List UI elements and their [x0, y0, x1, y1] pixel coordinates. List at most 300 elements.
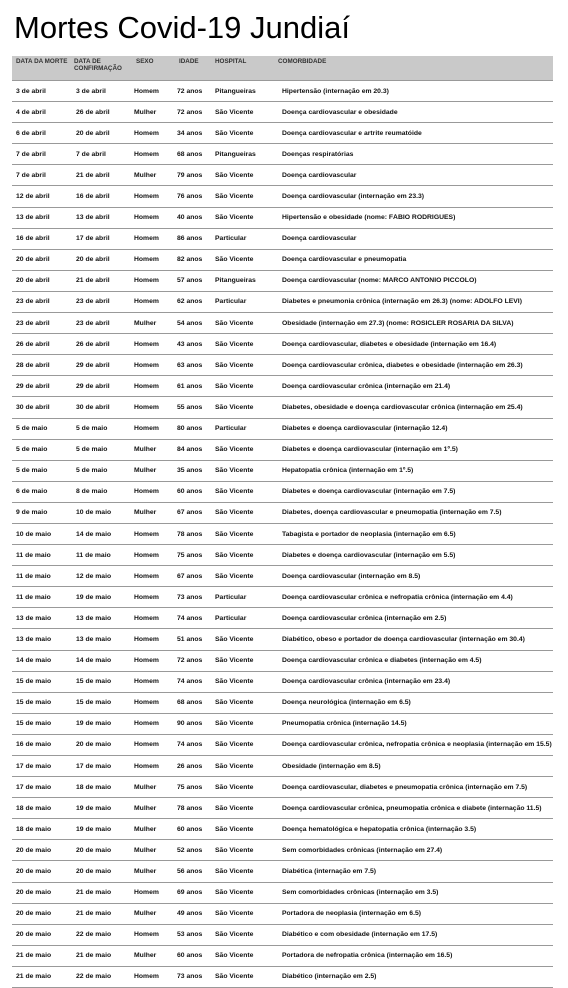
header-confirm-date: DATA DE CONFIRMAÇÃO	[74, 58, 122, 72]
table-row	[12, 566, 553, 587]
hospital-cell: São Vicente	[215, 171, 254, 179]
age-cell: 43 anos	[177, 340, 203, 348]
hospital-cell: São Vicente	[215, 193, 254, 201]
comorbidity-cell: Tabagista e portador de neoplasia (internação em 6.5)	[282, 530, 456, 538]
sex-cell: Homem	[134, 214, 159, 222]
table-row	[12, 419, 553, 440]
death-date-cell: 28 de abril	[16, 361, 50, 369]
hospital-cell: São Vicente	[215, 361, 254, 369]
age-cell: 86 anos	[177, 235, 203, 243]
table-row	[12, 693, 553, 714]
hospital-cell: São Vicente	[215, 910, 254, 918]
age-cell: 34 anos	[177, 129, 203, 137]
age-cell: 78 anos	[177, 804, 203, 812]
age-cell: 52 anos	[177, 846, 203, 854]
comorbidity-cell: Obesidade (internação em 27.3) (nome: ROSICLER ROSÁRIA DA SILVA)	[282, 319, 514, 327]
death-date-cell: 20 de maio	[16, 889, 52, 897]
age-cell: 26 anos	[177, 762, 203, 770]
table-row	[12, 861, 553, 882]
confirm-date-cell: 8 de maio	[76, 488, 108, 496]
sex-cell: Homem	[134, 361, 159, 369]
comorbidity-cell: Portadora de nefropatia crônica (internação em 16.5)	[282, 952, 453, 960]
confirm-date-cell: 7 de abril	[76, 150, 106, 158]
confirm-date-cell: 20 de abril	[76, 256, 110, 264]
sex-cell: Homem	[134, 298, 159, 306]
age-cell: 54 anos	[177, 319, 203, 327]
sex-cell: Mulher	[134, 846, 157, 854]
comorbidity-cell: Diabetes e pneumonia crônica (internação em 26.3) (nome: ADOLFO LEVI)	[282, 298, 522, 306]
age-cell: 55 anos	[177, 403, 203, 411]
confirm-date-cell: 19 de maio	[76, 593, 112, 601]
sex-cell: Homem	[134, 572, 159, 580]
confirm-date-cell: 30 de abril	[76, 403, 110, 411]
sex-cell: Homem	[134, 593, 159, 601]
sex-cell: Homem	[134, 340, 159, 348]
hospital-cell: Pitangueiras	[215, 277, 256, 285]
table-row	[12, 503, 553, 524]
death-date-cell: 20 de abril	[16, 277, 50, 285]
comorbidity-cell: Doença cardiovascular, diabetes e obesidade (internação em 16.4)	[282, 340, 497, 348]
table-row	[12, 904, 553, 925]
confirm-date-cell: 13 de maio	[76, 635, 112, 643]
age-cell: 79 anos	[177, 171, 203, 179]
comorbidity-cell: Doença neurológica (internação em 6.5)	[282, 699, 411, 707]
age-cell: 67 anos	[177, 572, 203, 580]
age-cell: 68 anos	[177, 150, 203, 158]
header-comorbidity: COMORBIDADE	[278, 58, 327, 65]
hospital-cell: São Vicente	[215, 530, 254, 538]
death-date-cell: 21 de maio	[16, 973, 52, 981]
page-title: Mortes Covid-19 Jundiaí	[14, 10, 350, 45]
comorbidity-cell: Diabetes e doença cardiovascular (internação em 7.5)	[282, 488, 456, 496]
death-date-cell: 7 de abril	[16, 150, 46, 158]
confirm-date-cell: 19 de maio	[76, 825, 112, 833]
age-cell: 72 anos	[177, 108, 203, 116]
comorbidity-cell: Diabético (internação em 2.5)	[282, 973, 377, 981]
age-cell: 63 anos	[177, 361, 203, 369]
sex-cell: Homem	[134, 87, 159, 95]
sex-cell: Mulher	[134, 108, 157, 116]
comorbidity-cell: Hipertensão (internação em 20.3)	[282, 87, 389, 95]
death-date-cell: 20 de maio	[16, 868, 52, 876]
confirm-date-cell: 17 de abril	[76, 235, 110, 243]
hospital-cell: São Vicente	[215, 783, 254, 791]
table-row	[12, 672, 553, 693]
comorbidity-cell: Doença cardiovascular crônica (internação em 2.5)	[282, 614, 447, 622]
confirm-date-cell: 21 de abril	[76, 171, 110, 179]
table-row	[12, 524, 553, 545]
sex-cell: Homem	[134, 488, 159, 496]
hospital-cell: São Vicente	[215, 129, 254, 137]
confirm-date-cell: 5 de maio	[76, 425, 108, 433]
comorbidity-cell: Diabetes e doença cardiovascular (internação 12.4)	[282, 425, 448, 433]
comorbidity-cell: Diabetes e doença cardiovascular (internação em 1º.5)	[282, 446, 458, 454]
confirm-date-cell: 5 de maio	[76, 446, 108, 454]
table-row	[12, 123, 553, 144]
death-date-cell: 23 de abril	[16, 319, 50, 327]
age-cell: 51 anos	[177, 635, 203, 643]
table-row	[12, 208, 553, 229]
table-row	[12, 461, 553, 482]
confirm-date-cell: 11 de maio	[76, 551, 111, 559]
hospital-cell: São Vicente	[215, 467, 254, 475]
confirm-date-cell: 12 de maio	[76, 572, 112, 580]
table-row	[12, 334, 553, 355]
hospital-cell: São Vicente	[215, 931, 254, 939]
death-date-cell: 13 de maio	[16, 614, 52, 622]
death-date-cell: 5 de maio	[16, 446, 48, 454]
sex-cell: Mulher	[134, 319, 157, 327]
confirm-date-cell: 5 de maio	[76, 467, 108, 475]
table-row	[12, 651, 553, 672]
comorbidity-cell: Hipertensão e obesidade (nome: FÁBIO RODRIGUES)	[282, 214, 456, 222]
age-cell: 72 anos	[177, 657, 203, 665]
comorbidity-cell: Diabetes, doença cardiovascular e pneumopatia (internação em 7.5)	[282, 509, 502, 517]
death-date-cell: 16 de abril	[16, 235, 50, 243]
age-cell: 78 anos	[177, 530, 203, 538]
confirm-date-cell: 21 de maio	[76, 889, 112, 897]
death-date-cell: 11 de maio	[16, 593, 51, 601]
hospital-cell: Particular	[215, 593, 247, 601]
death-date-cell: 5 de maio	[16, 425, 48, 433]
sex-cell: Homem	[134, 973, 159, 981]
death-date-cell: 17 de maio	[16, 783, 52, 791]
comorbidity-cell: Doença hematológica e hepatopatia crônica (internação 3.5)	[282, 825, 477, 833]
comorbidity-cell: Doença cardiovascular crônica e diabetes (internação em 4.5)	[282, 657, 482, 665]
death-date-cell: 14 de maio	[16, 657, 52, 665]
confirm-date-cell: 21 de maio	[76, 952, 112, 960]
comorbidity-cell: Doença cardiovascular e obesidade	[282, 108, 398, 116]
table-row	[12, 440, 553, 461]
hospital-cell: São Vicente	[215, 699, 254, 707]
hospital-cell: São Vicente	[215, 551, 254, 559]
sex-cell: Mulher	[134, 467, 157, 475]
hospital-cell: São Vicente	[215, 635, 254, 643]
sex-cell: Mulher	[134, 509, 157, 517]
table-row	[12, 608, 553, 629]
age-cell: 74 anos	[177, 741, 203, 749]
confirm-date-cell: 23 de abril	[76, 298, 110, 306]
table-row	[12, 819, 553, 840]
hospital-cell: Pitangueiras	[215, 87, 256, 95]
age-cell: 75 anos	[177, 783, 203, 791]
comorbidity-cell: Doença cardiovascular crônica, diabetes e obesidade (internação em 26.3)	[282, 361, 523, 369]
death-date-cell: 13 de maio	[16, 635, 52, 643]
table-body	[12, 81, 553, 988]
age-cell: 73 anos	[177, 593, 203, 601]
hospital-cell: São Vicente	[215, 804, 254, 812]
table-row	[12, 545, 553, 566]
sex-cell: Homem	[134, 699, 159, 707]
sex-cell: Homem	[134, 678, 159, 686]
hospital-cell: Particular	[215, 425, 247, 433]
confirm-date-cell: 19 de maio	[76, 804, 112, 812]
hospital-cell: Particular	[215, 298, 247, 306]
death-date-cell: 11 de maio	[16, 572, 51, 580]
confirm-date-cell: 21 de maio	[76, 910, 112, 918]
death-date-cell: 23 de abril	[16, 298, 50, 306]
age-cell: 57 anos	[177, 277, 203, 285]
table-row	[12, 271, 553, 292]
hospital-cell: São Vicente	[215, 572, 254, 580]
table-row	[12, 798, 553, 819]
comorbidity-cell: Doença cardiovascular (nome: MARCO ANTONIO PICCOLO)	[282, 277, 477, 285]
death-date-cell: 15 de maio	[16, 699, 52, 707]
hospital-cell: São Vicente	[215, 488, 254, 496]
hospital-cell: São Vicente	[215, 657, 254, 665]
sex-cell: Mulher	[134, 783, 157, 791]
confirm-date-cell: 29 de abril	[76, 382, 110, 390]
confirm-date-cell: 16 de abril	[76, 193, 110, 201]
death-date-cell: 3 de abril	[16, 87, 46, 95]
hospital-cell: São Vicente	[215, 720, 254, 728]
comorbidity-cell: Doença cardiovascular (internação em 23.3)	[282, 193, 425, 201]
comorbidity-cell: Sem comorbidades crônicas (internação em 27.4)	[282, 846, 443, 854]
comorbidity-cell: Doenças respiratórias	[282, 150, 354, 158]
table-row	[12, 482, 553, 503]
age-cell: 40 anos	[177, 214, 203, 222]
confirm-date-cell: 26 de abril	[76, 340, 110, 348]
comorbidity-cell: Pneumopatia crônica (internação 14.5)	[282, 720, 407, 728]
sex-cell: Homem	[134, 150, 159, 158]
sex-cell: Mulher	[134, 825, 157, 833]
comorbidity-cell: Doença cardiovascular crônica (internação em 23.4)	[282, 678, 451, 686]
table-row	[12, 946, 553, 967]
death-date-cell: 12 de abril	[16, 193, 50, 201]
hospital-cell: São Vicente	[215, 446, 254, 454]
sex-cell: Mulher	[134, 804, 157, 812]
death-date-cell: 20 de maio	[16, 910, 52, 918]
death-date-cell: 11 de maio	[16, 551, 51, 559]
hospital-cell: São Vicente	[215, 509, 254, 517]
age-cell: 73 anos	[177, 973, 203, 981]
table-header	[12, 56, 553, 81]
comorbidity-cell: Diabetes, obesidade e doença cardiovascular crônica (internação em 25.4)	[282, 403, 523, 411]
death-date-cell: 26 de abril	[16, 340, 50, 348]
hospital-cell: São Vicente	[215, 340, 254, 348]
hospital-cell: Pitangueiras	[215, 150, 256, 158]
death-date-cell: 29 de abril	[16, 382, 50, 390]
confirm-date-cell: 20 de maio	[76, 741, 112, 749]
confirm-date-cell: 21 de abril	[76, 277, 110, 285]
hospital-cell: São Vicente	[215, 382, 254, 390]
comorbidity-cell: Doença cardiovascular	[282, 171, 357, 179]
sex-cell: Homem	[134, 129, 159, 137]
table-row	[12, 756, 553, 777]
table-row	[12, 840, 553, 861]
deaths-table	[12, 56, 553, 988]
comorbidity-cell: Doença cardiovascular, diabetes e pneumopatia crônica (internação em 7.5)	[282, 783, 528, 791]
death-date-cell: 20 de maio	[16, 931, 52, 939]
death-date-cell: 17 de maio	[16, 762, 52, 770]
confirm-date-cell: 23 de abril	[76, 319, 110, 327]
header-hospital: HOSPITAL	[215, 58, 247, 65]
sex-cell: Homem	[134, 720, 159, 728]
death-date-cell: 5 de maio	[16, 467, 48, 475]
age-cell: 53 anos	[177, 931, 203, 939]
comorbidity-cell: Diabético e com obesidade (internação em 17.5)	[282, 931, 438, 939]
hospital-cell: São Vicente	[215, 256, 254, 264]
sex-cell: Homem	[134, 382, 159, 390]
age-cell: 67 anos	[177, 509, 203, 517]
sex-cell: Homem	[134, 193, 159, 201]
hospital-cell: São Vicente	[215, 678, 254, 686]
comorbidity-cell: Doença cardiovascular e pneumopatia	[282, 256, 407, 264]
confirm-date-cell: 20 de abril	[76, 129, 110, 137]
table-row	[12, 144, 553, 165]
table-row	[12, 714, 553, 735]
age-cell: 56 anos	[177, 868, 203, 876]
sex-cell: Homem	[134, 889, 159, 897]
header-age: IDADE	[179, 58, 199, 65]
table-row	[12, 587, 553, 608]
age-cell: 80 anos	[177, 425, 203, 433]
death-date-cell: 4 de abril	[16, 108, 46, 116]
hospital-cell: São Vicente	[215, 952, 254, 960]
comorbidity-cell: Doença cardiovascular crônica (internação em 21.4)	[282, 382, 451, 390]
death-date-cell: 20 de maio	[16, 846, 52, 854]
table-row	[12, 313, 553, 334]
hospital-cell: São Vicente	[215, 403, 254, 411]
confirm-date-cell: 15 de maio	[76, 699, 112, 707]
table-row	[12, 777, 553, 798]
header-sex: SEXO	[136, 58, 154, 65]
sex-cell: Homem	[134, 425, 159, 433]
table-row	[12, 376, 553, 397]
confirm-date-cell: 26 de abril	[76, 108, 110, 116]
death-date-cell: 20 de abril	[16, 256, 50, 264]
age-cell: 61 anos	[177, 382, 203, 390]
sex-cell: Homem	[134, 762, 159, 770]
death-date-cell: 9 de maio	[16, 509, 48, 517]
death-date-cell: 30 de abril	[16, 403, 50, 411]
comorbidity-cell: Sem comorbidades crônicas (internação em 3.5)	[282, 889, 439, 897]
sex-cell: Homem	[134, 256, 159, 264]
confirm-date-cell: 20 de maio	[76, 868, 112, 876]
table-row	[12, 165, 553, 186]
confirm-date-cell: 19 de maio	[76, 720, 112, 728]
comorbidity-cell: Hepatopatia crônica (internação em 1º.5)	[282, 467, 414, 475]
confirm-date-cell: 10 de maio	[76, 509, 112, 517]
table-row	[12, 735, 553, 756]
comorbidity-cell: Doença cardiovascular crônica, nefropatia crônica e neoplasia (internação em 15.5)	[282, 741, 552, 749]
sex-cell: Mulher	[134, 171, 157, 179]
confirm-date-cell: 22 de maio	[76, 931, 112, 939]
death-date-cell: 18 de maio	[16, 825, 52, 833]
death-date-cell: 7 de abril	[16, 171, 46, 179]
sex-cell: Mulher	[134, 952, 157, 960]
age-cell: 90 anos	[177, 720, 203, 728]
age-cell: 82 anos	[177, 256, 203, 264]
death-date-cell: 13 de abril	[16, 214, 50, 222]
confirm-date-cell: 13 de maio	[76, 614, 112, 622]
table-row	[12, 81, 553, 102]
age-cell: 84 anos	[177, 446, 203, 454]
confirm-date-cell: 14 de maio	[76, 657, 112, 665]
sex-cell: Homem	[134, 741, 159, 749]
header-death-date: DATA DA MORTE	[16, 58, 68, 65]
death-date-cell: 16 de maio	[16, 741, 52, 749]
age-cell: 74 anos	[177, 678, 203, 686]
sex-cell: Homem	[134, 614, 159, 622]
comorbidity-cell: Diabético, obeso e portador de doença cardiovascular (internação em 30.4)	[282, 635, 525, 643]
comorbidity-cell: Diabetes e doença cardiovascular (internação em 5.5)	[282, 551, 456, 559]
sex-cell: Mulher	[134, 868, 157, 876]
age-cell: 75 anos	[177, 551, 203, 559]
death-date-cell: 15 de maio	[16, 678, 52, 686]
comorbidity-cell: Obesidade (internação em 8.5)	[282, 762, 381, 770]
sex-cell: Homem	[134, 635, 159, 643]
table-row	[12, 397, 553, 418]
confirm-date-cell: 14 de maio	[76, 530, 112, 538]
age-cell: 60 anos	[177, 488, 203, 496]
sex-cell: Homem	[134, 235, 159, 243]
hospital-cell: São Vicente	[215, 214, 254, 222]
age-cell: 62 anos	[177, 298, 203, 306]
sex-cell: Homem	[134, 657, 159, 665]
table-row	[12, 355, 553, 376]
sex-cell: Homem	[134, 277, 159, 285]
confirm-date-cell: 15 de maio	[76, 678, 112, 686]
death-date-cell: 6 de maio	[16, 488, 48, 496]
death-date-cell: 21 de maio	[16, 952, 52, 960]
table-row	[12, 102, 553, 123]
death-date-cell: 18 de maio	[16, 804, 52, 812]
sex-cell: Homem	[134, 530, 159, 538]
confirm-date-cell: 29 de abril	[76, 361, 110, 369]
age-cell: 49 anos	[177, 910, 203, 918]
confirm-date-cell: 20 de maio	[76, 846, 112, 854]
death-date-cell: 10 de maio	[16, 530, 52, 538]
hospital-cell: São Vicente	[215, 846, 254, 854]
hospital-cell: São Vicente	[215, 825, 254, 833]
table-row	[12, 229, 553, 250]
table-row	[12, 186, 553, 207]
confirm-date-cell: 13 de abril	[76, 214, 110, 222]
comorbidity-cell: Doença cardiovascular crônica e nefropatia crônica (internação em 4.4)	[282, 593, 513, 601]
hospital-cell: Particular	[215, 614, 247, 622]
sex-cell: Homem	[134, 403, 159, 411]
age-cell: 60 anos	[177, 952, 203, 960]
age-cell: 68 anos	[177, 699, 203, 707]
confirm-date-cell: 3 de abril	[76, 87, 106, 95]
table-row	[12, 967, 553, 988]
hospital-cell: São Vicente	[215, 868, 254, 876]
hospital-cell: São Vicente	[215, 762, 254, 770]
table-row	[12, 883, 553, 904]
sex-cell: Homem	[134, 931, 159, 939]
sex-cell: Mulher	[134, 446, 157, 454]
sex-cell: Homem	[134, 551, 159, 559]
sex-cell: Mulher	[134, 910, 157, 918]
hospital-cell: Particular	[215, 235, 247, 243]
age-cell: 76 anos	[177, 193, 203, 201]
age-cell: 60 anos	[177, 825, 203, 833]
comorbidity-cell: Doença cardiovascular crônica, pneumopatia crônica e diabete (internação 11.5)	[282, 804, 542, 812]
confirm-date-cell: 22 de maio	[76, 973, 112, 981]
confirm-date-cell: 18 de maio	[76, 783, 112, 791]
age-cell: 74 anos	[177, 614, 203, 622]
comorbidity-cell: Portadora de neoplasia (internação em 6.5)	[282, 910, 422, 918]
hospital-cell: São Vicente	[215, 319, 254, 327]
hospital-cell: São Vicente	[215, 973, 254, 981]
table-row	[12, 250, 553, 271]
age-cell: 72 anos	[177, 87, 203, 95]
comorbidity-cell: Doença cardiovascular e artrite reumatóide	[282, 129, 422, 137]
table-row	[12, 629, 553, 650]
age-cell: 69 anos	[177, 889, 203, 897]
death-date-cell: 15 de maio	[16, 720, 52, 728]
